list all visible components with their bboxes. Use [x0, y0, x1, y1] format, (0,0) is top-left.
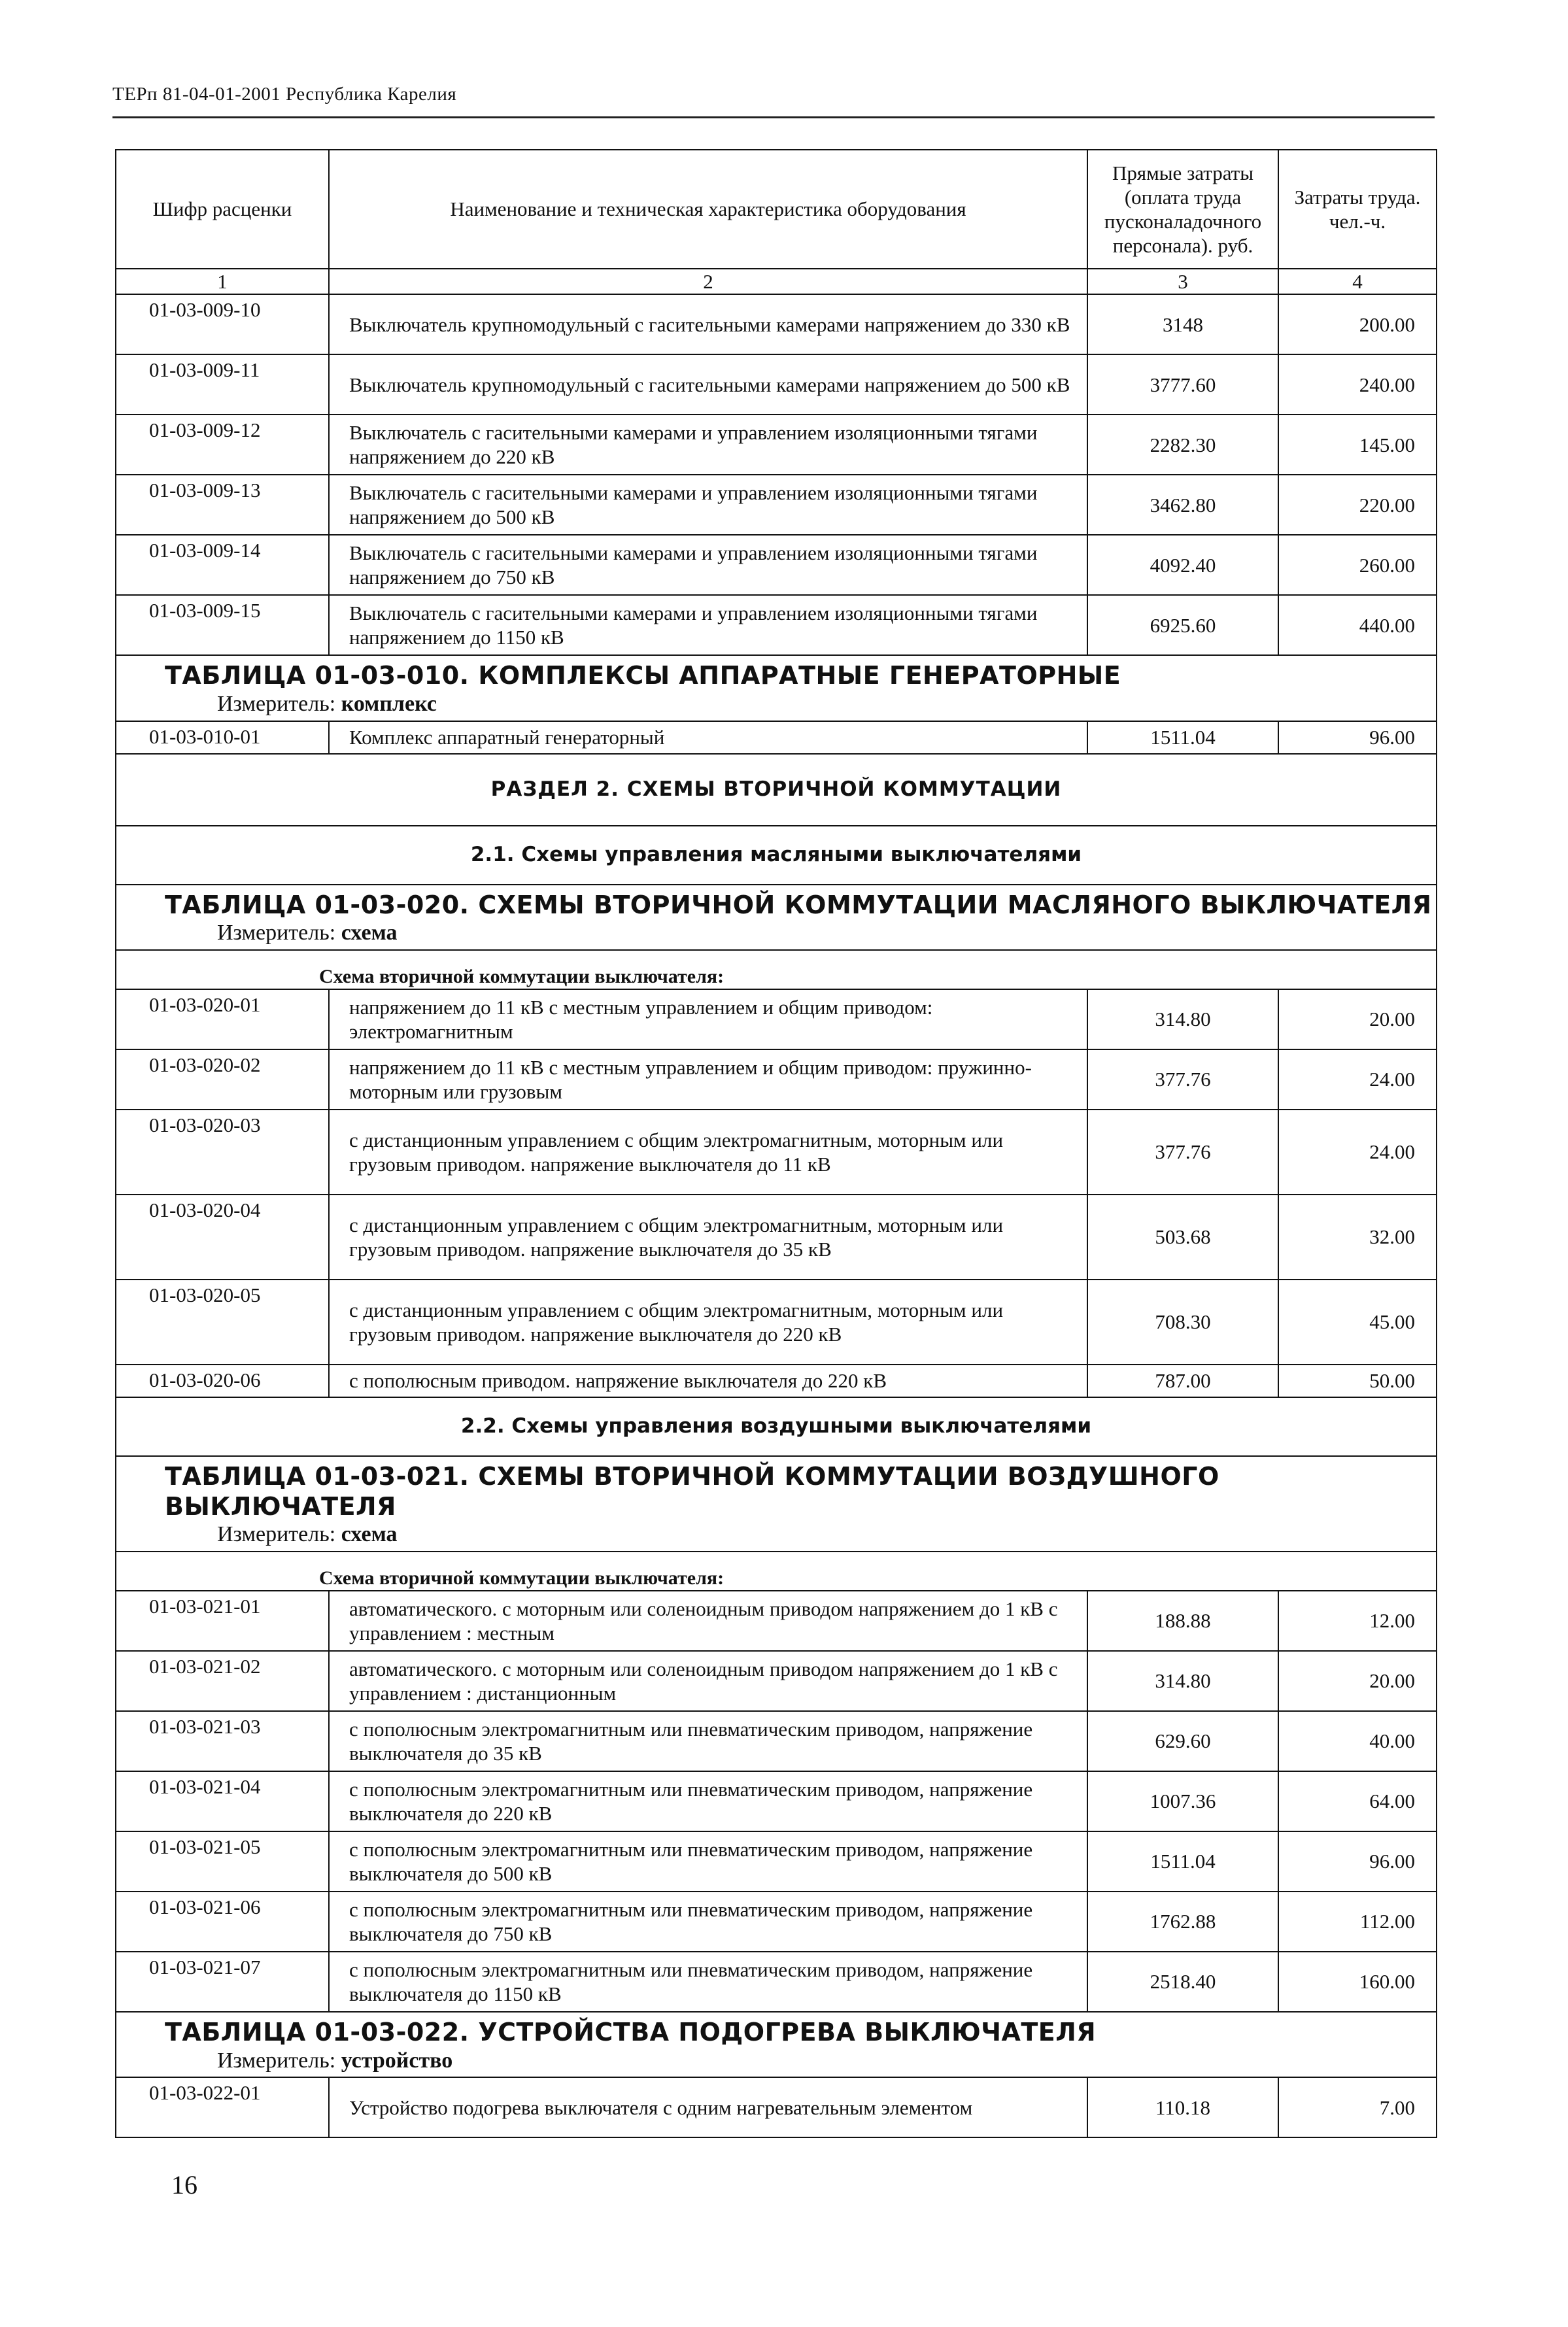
direct-cost: 6925.60: [1087, 595, 1278, 655]
col-header-labor: Затраты труда. чел.-ч.: [1278, 150, 1437, 269]
table-010-head: [116, 655, 1437, 721]
direct-cost: 188.88: [1087, 1591, 1278, 1651]
table-row: [116, 294, 1437, 354]
rate-code: 01-03-020-01: [116, 989, 329, 1049]
equipment-name: Выключатель с гасительными камерами и управлением изоляционными тягами напряжением до 750 кВ: [329, 535, 1087, 595]
table-row: [116, 415, 1437, 475]
equipment-name: напряжением до 11 кВ с местным управлением и общим приводом: пружинно-моторным или грузовым: [329, 1049, 1087, 1110]
direct-cost: 1762.88: [1087, 1892, 1278, 1952]
rate-code: 01-03-021-05: [116, 1831, 329, 1892]
table-row: [116, 1892, 1437, 1952]
labor-cost: 240.00: [1278, 354, 1437, 415]
table-020-title: ТАБЛИЦА 01-03-020. СХЕМЫ ВТОРИЧНОЙ КОММУТАЦИИ МАСЛЯНОГО ВЫКЛЮЧАТЕЛЯ: [165, 890, 1432, 919]
equipment-name: Выключатель крупномодульный с гасительными камерами напряжением до 500 кВ: [329, 354, 1087, 415]
col-header-direct-costs: Прямые затраты (оплата труда пусконаладочного персонала). руб.: [1087, 150, 1278, 269]
direct-cost: 2282.30: [1087, 415, 1278, 475]
rate-code: 01-03-009-14: [116, 535, 329, 595]
subsection-22-row: [116, 1397, 1437, 1456]
equipment-name: с дистанционным управлением с общим электромагнитным, моторным или грузовым приводом. напряжение выключателя до 35 кВ: [329, 1195, 1087, 1280]
labor-cost: 20.00: [1278, 1651, 1437, 1711]
table-row: [116, 1195, 1437, 1280]
section-2-row: [116, 754, 1437, 826]
direct-cost: 629.60: [1087, 1711, 1278, 1771]
direct-cost: 2518.40: [1087, 1952, 1278, 2012]
rate-code: 01-03-021-06: [116, 1892, 329, 1952]
table-021-caption: Схема вторичной коммутации выключателя:: [116, 1552, 1437, 1591]
col-index: 1: [116, 269, 329, 294]
table-row: [116, 1952, 1437, 2012]
rate-code: 01-03-009-15: [116, 595, 329, 655]
page-number: 16: [171, 2170, 197, 2200]
labor-cost: 112.00: [1278, 1892, 1437, 1952]
col-index: 4: [1278, 269, 1437, 294]
table-row: [116, 1110, 1437, 1195]
table-row: [116, 1711, 1437, 1771]
rate-code: 01-03-020-02: [116, 1049, 329, 1110]
measure-value: устройство: [341, 2048, 453, 2073]
table-010-measure: [165, 691, 1436, 718]
labor-cost: 24.00: [1278, 1110, 1437, 1195]
labor-cost: 20.00: [1278, 989, 1437, 1049]
equipment-name: с пополюсным электромагнитным или пневматическим приводом, напряжение выключателя до 220 кВ: [329, 1771, 1087, 1831]
measure-label: Измеритель:: [217, 2048, 336, 2073]
labor-cost: 96.00: [1278, 721, 1437, 754]
table-021-caption-row: [116, 1552, 1437, 1591]
labor-cost: 50.00: [1278, 1365, 1437, 1397]
table-020-caption-row: [116, 950, 1437, 989]
table-021-head: [116, 1456, 1437, 1552]
direct-cost: 1007.36: [1087, 1771, 1278, 1831]
equipment-name: напряжением до 11 кВ с местным управлением и общим приводом: электромагнитным: [329, 989, 1087, 1049]
subsection-22-title: 2.2. Схемы управления воздушными выключателями: [116, 1397, 1437, 1456]
rate-code: 01-03-021-02: [116, 1651, 329, 1711]
direct-cost: 1511.04: [1087, 1831, 1278, 1892]
measure-label: Измеритель:: [217, 921, 336, 945]
measure-label: Измеритель:: [217, 1522, 336, 1547]
running-header: ТЕРп 81-04-01-2001 Республика Карелия: [112, 84, 457, 105]
table-row: [116, 535, 1437, 595]
rows-022: [116, 2077, 1437, 2137]
rates-table: [115, 149, 1437, 2138]
measure-label: Измеритель:: [217, 691, 336, 716]
table-022-head: [116, 2012, 1437, 2077]
direct-cost: 503.68: [1087, 1195, 1278, 1280]
subsection-21-title: 2.1. Схемы управления масляными выключателями: [116, 826, 1437, 885]
rate-code: 01-03-020-06: [116, 1365, 329, 1397]
table-020-measure: [165, 920, 1436, 947]
direct-cost: 314.80: [1087, 989, 1278, 1049]
table-022-measure: [165, 2048, 1436, 2075]
direct-cost: 3148: [1087, 294, 1278, 354]
equipment-name: Выключатель с гасительными камерами и управлением изоляционными тягами напряжением до 220 кВ: [329, 415, 1087, 475]
col-header-code: Шифр расценки: [116, 150, 329, 269]
labor-cost: 440.00: [1278, 595, 1437, 655]
rate-code: 01-03-010-01: [116, 721, 329, 754]
equipment-name: Устройство подогрева выключателя с одним нагревательным элементом: [329, 2077, 1087, 2137]
table-row: [116, 475, 1437, 535]
rows-009: [116, 294, 1437, 655]
table-row: [116, 989, 1437, 1049]
labor-cost: 260.00: [1278, 535, 1437, 595]
rate-code: 01-03-021-07: [116, 1952, 329, 2012]
equipment-name: с дистанционным управлением с общим электромагнитным, моторным или грузовым приводом. напряжение выключателя до 11 кВ: [329, 1110, 1087, 1195]
direct-cost: 3462.80: [1087, 475, 1278, 535]
column-header-row: [116, 150, 1437, 269]
direct-cost: 377.76: [1087, 1110, 1278, 1195]
equipment-name: автоматического. с моторным или соленоидным приводом напряжением до 1 кВ с управлением : местным: [329, 1591, 1087, 1651]
rate-code: 01-03-009-12: [116, 415, 329, 475]
direct-cost: 314.80: [1087, 1651, 1278, 1711]
labor-cost: 12.00: [1278, 1591, 1437, 1651]
labor-cost: 40.00: [1278, 1711, 1437, 1771]
labor-cost: 32.00: [1278, 1195, 1437, 1280]
direct-cost: 3777.60: [1087, 354, 1278, 415]
equipment-name: Выключатель с гасительными камерами и управлением изоляционными тягами напряжением до 1150 кВ: [329, 595, 1087, 655]
equipment-name: с пополюсным приводом. напряжение выключателя до 220 кВ: [329, 1365, 1087, 1397]
labor-cost: 24.00: [1278, 1049, 1437, 1110]
rate-code: 01-03-021-01: [116, 1591, 329, 1651]
labor-cost: 45.00: [1278, 1280, 1437, 1365]
rate-code: 01-03-021-03: [116, 1711, 329, 1771]
direct-cost: 787.00: [1087, 1365, 1278, 1397]
col-header-name: Наименование и техническая характеристика оборудования: [329, 150, 1087, 269]
direct-cost: 377.76: [1087, 1049, 1278, 1110]
table-row: [116, 2077, 1437, 2137]
labor-cost: 220.00: [1278, 475, 1437, 535]
table-row: [116, 1831, 1437, 1892]
labor-cost: 96.00: [1278, 1831, 1437, 1892]
table-021-measure: [165, 1521, 1436, 1548]
direct-cost: 708.30: [1087, 1280, 1278, 1365]
rate-code: 01-03-009-10: [116, 294, 329, 354]
rows-020: [116, 989, 1437, 1397]
table-row: [116, 1771, 1437, 1831]
rate-code: 01-03-020-03: [116, 1110, 329, 1195]
equipment-name: с пополюсным электромагнитным или пневматическим приводом, напряжение выключателя до 500 кВ: [329, 1831, 1087, 1892]
table-row: [116, 721, 1437, 754]
measure-value: схема: [341, 1522, 398, 1547]
labor-cost: 200.00: [1278, 294, 1437, 354]
direct-cost: 110.18: [1087, 2077, 1278, 2137]
rate-code: 01-03-009-11: [116, 354, 329, 415]
equipment-name: с дистанционным управлением с общим электромагнитным, моторным или грузовым приводом. напряжение выключателя до 220 кВ: [329, 1280, 1087, 1365]
table-row: [116, 1651, 1437, 1711]
table-row: [116, 595, 1437, 655]
equipment-name: автоматического. с моторным или соленоидным приводом напряжением до 1 кВ с управлением : дистанционным: [329, 1651, 1087, 1711]
rows-021: [116, 1591, 1437, 2012]
table-020-head: [116, 885, 1437, 950]
table-row: [116, 354, 1437, 415]
column-index-row: [116, 269, 1437, 294]
table-row: [116, 1049, 1437, 1110]
subsection-21-row: [116, 826, 1437, 885]
table-row: [116, 1591, 1437, 1651]
section-2-title: РАЗДЕЛ 2. СХЕМЫ ВТОРИЧНОЙ КОММУТАЦИИ: [116, 754, 1437, 826]
labor-cost: 64.00: [1278, 1771, 1437, 1831]
table-row: [116, 1280, 1437, 1365]
equipment-name: Выключатель крупномодульный с гасительными камерами напряжением до 330 кВ: [329, 294, 1087, 354]
equipment-name: Выключатель с гасительными камерами и управлением изоляционными тягами напряжением до 500 кВ: [329, 475, 1087, 535]
equipment-name: с пополюсным электромагнитным или пневматическим приводом, напряжение выключателя до 1150 кВ: [329, 1952, 1087, 2012]
rate-code: 01-03-021-04: [116, 1771, 329, 1831]
table-022-title: ТАБЛИЦА 01-03-022. УСТРОЙСТВА ПОДОГРЕВА ВЫКЛЮЧАТЕЛЯ: [165, 2017, 1097, 2047]
table-row: [116, 1365, 1437, 1397]
rate-code: 01-03-009-13: [116, 475, 329, 535]
labor-cost: 160.00: [1278, 1952, 1437, 2012]
table-010-title: ТАБЛИЦА 01-03-010. КОМПЛЕКСЫ АППАРАТНЫЕ ГЕНЕРАТОРНЫЕ: [165, 661, 1121, 690]
rate-code: 01-03-020-04: [116, 1195, 329, 1280]
header-rule: [112, 116, 1435, 118]
labor-cost: 7.00: [1278, 2077, 1437, 2137]
rate-code: 01-03-020-05: [116, 1280, 329, 1365]
equipment-name: Комплекс аппаратный генераторный: [329, 721, 1087, 754]
table-021-title: ТАБЛИЦА 01-03-021. СХЕМЫ ВТОРИЧНОЙ КОММУТАЦИИ ВОЗДУШНОГО ВЫКЛЮЧАТЕЛЯ: [165, 1461, 1219, 1521]
rows-010: [116, 721, 1437, 754]
measure-value: схема: [341, 921, 398, 945]
measure-value: комплекс: [341, 691, 437, 716]
equipment-name: с пополюсным электромагнитным или пневматическим приводом, напряжение выключателя до 750 кВ: [329, 1892, 1087, 1952]
direct-cost: 1511.04: [1087, 721, 1278, 754]
col-index: 2: [329, 269, 1087, 294]
rate-code: 01-03-022-01: [116, 2077, 329, 2137]
direct-cost: 4092.40: [1087, 535, 1278, 595]
equipment-name: с пополюсным электромагнитным или пневматическим приводом, напряжение выключателя до 35 кВ: [329, 1711, 1087, 1771]
col-index: 3: [1087, 269, 1278, 294]
table-020-caption: Схема вторичной коммутации выключателя:: [116, 950, 1437, 989]
labor-cost: 145.00: [1278, 415, 1437, 475]
